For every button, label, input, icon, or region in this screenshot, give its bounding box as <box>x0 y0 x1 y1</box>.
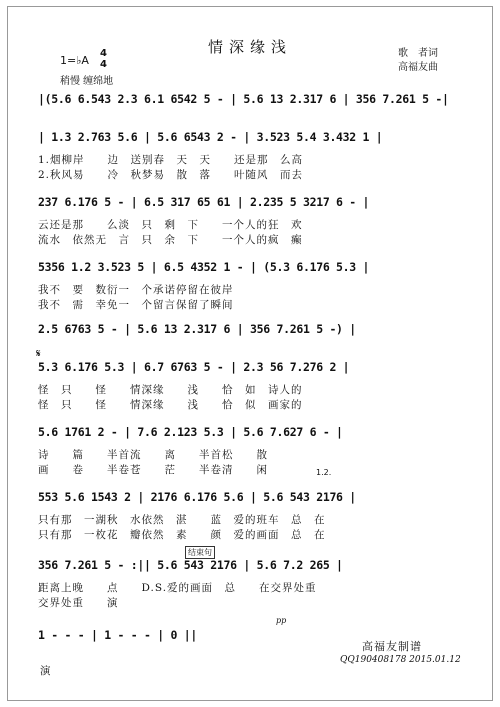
notation: 5.6 1761 2 - | 7.6 2.123 5.3 | 5.6 7.627 6 - | <box>38 425 343 439</box>
score-line-9 <box>38 558 458 622</box>
lyricist-credit: 歌 者词 <box>398 48 438 59</box>
lyric-verse-2: 画 卷 半卷苍 茫 半卷清 闲 <box>38 464 268 476</box>
score-line-6 <box>38 360 458 424</box>
lyric-verse-1: 诗 篇 半首流 离 半首松 散 <box>38 449 268 461</box>
notation: |(5.6 6.543 2.3 6.1 6542 5 - | 5.6 13 2.317 6 | 356 7.261 5 -| <box>38 92 449 106</box>
lyric-verse-1: 1.烟柳岸 边 送别春 天 天 还是那 么高 <box>38 154 304 166</box>
meter-top: 4 <box>100 48 107 59</box>
lyric-verse-2: 怪 只 怪 情深缘 浅 恰 似 画家的 <box>38 399 303 411</box>
volta-bracket: 1.2. <box>316 468 332 477</box>
lyric-verse-1: 云还是那 么淡 只 剩 下 一个人的狂 欢 <box>38 219 303 231</box>
lyric-verse-1: 我不 要 数衍一 个承诺停留在彼岸 <box>38 284 234 296</box>
key-signature: 1=♭A <box>60 54 89 67</box>
composer-credit: 高福友曲 <box>398 62 438 73</box>
ending-label: 结束句 <box>185 546 215 559</box>
song-title: 情深缘浅 <box>207 38 292 56</box>
contact-date: QQ190408178 2015.01.12 <box>340 655 461 665</box>
score-line-8 <box>38 490 458 554</box>
lyric-verse-2: 只有那 一枚花 瓣依然 素 颜 爱的画面 总 在 <box>38 529 326 541</box>
lyric-verse-2: 流水 依然无 言 只 余 下 一个人的疯 癫 <box>38 234 303 246</box>
score-line-3 <box>38 195 458 259</box>
notation: 5.3 6.176 5.3 | 6.7 6763 5 - | 2.3 56 7.276 2 | <box>38 360 350 374</box>
dynamic-marking: pp <box>276 616 287 625</box>
lyric-verse-2: 交界处重 演 <box>38 597 119 609</box>
notation: | 1.3 2.763 5.6 | 5.6 6543 2 - | 3.523 5.4 3.432 1 | <box>38 130 383 144</box>
score-line-2 <box>38 130 458 194</box>
final-lyric: 演 <box>40 665 51 677</box>
notation: 2.5 6763 5 - | 5.6 13 2.317 6 | 356 7.261 5 -) | <box>38 322 356 336</box>
segno-sign: 𝄋 <box>36 347 41 360</box>
notation: 1 - - - | 1 - - - | 0 || <box>38 628 197 642</box>
lyric-verse-1: 只有那 一湖秋 水依然 湛 蓝 爱的班车 总 在 <box>38 514 326 526</box>
score-line-7 <box>38 425 458 489</box>
transcriber-credit: 高福友制谱 <box>362 640 422 653</box>
time-signature <box>100 48 107 70</box>
meter-bottom: 4 <box>100 59 107 70</box>
tempo-marking: 稍慢 缠绵地 <box>60 76 114 87</box>
notation: 237 6.176 5 - | 6.5 317 65 61 | 2.235 5 3217 6 - | <box>38 195 370 209</box>
notation: 356 7.261 5 - :|| 5.6 543 2176 | 5.6 7.2 265 | <box>38 558 343 572</box>
notation: 553 5.6 1543 2 | 2176 6.176 5.6 | 5.6 543 2176 | <box>38 490 356 504</box>
lyric-verse-1: 距离上晚 点 D.S.爱的画面 总 在交界处重 <box>38 582 317 594</box>
lyric-verse-2: 2.秋风易 冷 秋梦易 散 落 叶随风 而去 <box>38 169 304 181</box>
notation: 5356 1.2 3.523 5 | 6.5 4352 1 - | (5.3 6.176 5.3 | <box>38 260 370 274</box>
score-line-4 <box>38 260 458 324</box>
lyric-verse-2: 我不 需 幸免一 个留言保留了瞬间 <box>38 299 234 311</box>
lyric-verse-1: 怪 只 怪 情深缘 浅 恰 如 诗人的 <box>38 384 303 396</box>
